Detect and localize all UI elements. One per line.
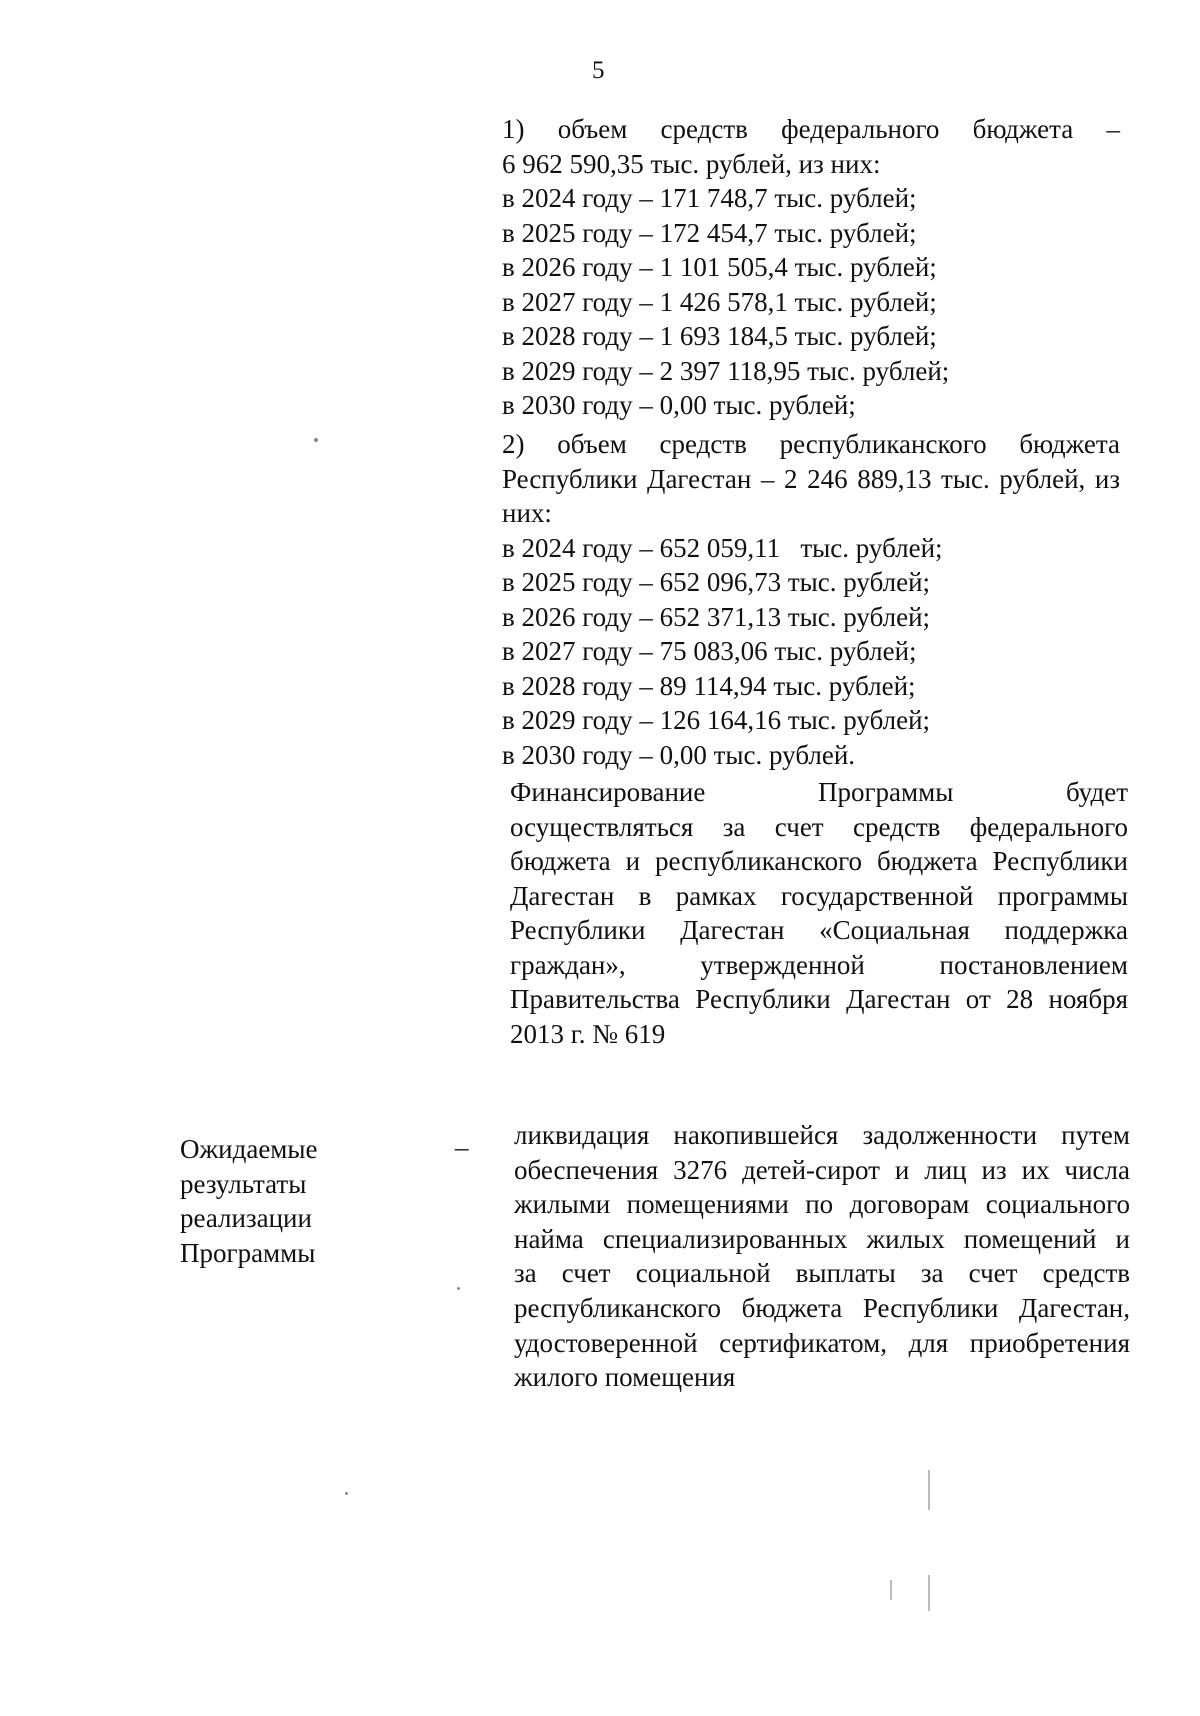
results-text-line: ликвидация накопившейся задолженности путем <box>514 1120 1130 1150</box>
federal-year-line: в 2029 году – 2 397 118,95 тыс. рублей; <box>502 355 950 386</box>
results-label <box>180 1132 318 1270</box>
federal-year-line: в 2030 году – 0,00 тыс. рублей; <box>502 390 856 420</box>
republic-budget-section <box>502 427 1120 772</box>
republic-year-line: в 2028 году – 89 114,94 тыс. рублей; <box>502 670 916 701</box>
results-label-line: Ожидаемые <box>180 1134 318 1164</box>
financing-line: Дагестан в рамках государственной программы <box>510 880 1128 911</box>
results-text-line: республиканского бюджета Республики Дагестан, <box>514 1292 1130 1323</box>
scan-speck <box>457 1287 460 1290</box>
federal-year-line: в 2024 году – 171 748,7 тыс. рублей; <box>502 183 917 213</box>
results-text-line: за счет социальной выплаты за счет средств <box>514 1258 1130 1289</box>
results-text-line: найма специализированных жилых помещений и <box>514 1223 1130 1254</box>
page-number: 5 <box>592 57 605 84</box>
scan-speck <box>928 1575 930 1611</box>
results-text-line: удостоверенной сертификатом, для приобретения <box>514 1327 1130 1358</box>
federal-intro-line: 6 962 590,35 тыс. рублей, из них: <box>502 148 881 179</box>
financing-line: Правительства Республики Дагестан от 28 ноября <box>510 984 1128 1014</box>
republic-year-line: в 2029 году – 126 164,16 тыс. рублей; <box>502 705 931 735</box>
federal-budget-section <box>502 112 1120 423</box>
financing-line: Республики Дагестан «Социальная поддержка <box>510 915 1128 945</box>
federal-intro-line: 1) объем средств федерального бюджета – <box>502 114 1120 144</box>
results-text-line: обеспечения 3276 детей-сирот и лиц из их числа <box>514 1154 1130 1185</box>
results-dash: – <box>455 1132 469 1162</box>
results-label-line: Программы <box>180 1237 316 1268</box>
republic-year-line: в 2025 году – 652 096,73 тыс. рублей; <box>502 567 931 597</box>
republic-year-line: в 2027 году – 75 083,06 тыс. рублей; <box>502 636 917 666</box>
financing-line: бюджета и республиканского бюджета Республики <box>510 846 1128 876</box>
republic-year-line: в 2024 году – 652 059,11 тыс. рублей; <box>502 532 943 563</box>
federal-year-line: в 2026 году – 1 101 505,4 тыс. рублей; <box>502 252 937 282</box>
financing-line: Финансирование Программы будет <box>510 777 1128 807</box>
republic-intro-line: Республики Дагестан – 2 246 889,13 тыс. рублей, из <box>502 463 1120 494</box>
federal-year-line: в 2028 году – 1 693 184,5 тыс. рублей; <box>502 321 937 351</box>
scan-speck <box>890 1580 892 1600</box>
financing-line: граждан», утвержденной постановлением <box>510 949 1128 980</box>
republic-year-line: в 2030 году – 0,00 тыс. рублей. <box>502 739 856 770</box>
results-text-line: жилого помещения <box>514 1362 736 1393</box>
results-label-line: реализации <box>180 1203 312 1233</box>
federal-year-line: в 2027 году – 1 426 578,1 тыс. рублей; <box>502 286 937 317</box>
scan-speck <box>314 438 318 442</box>
republic-year-line: в 2026 году – 652 371,13 тыс. рублей; <box>502 601 931 632</box>
results-label-line: результаты <box>180 1168 307 1199</box>
results-text <box>514 1118 1130 1395</box>
results-text-line: жилыми помещениями по договорам социального <box>514 1189 1130 1220</box>
financing-paragraph <box>510 775 1128 1051</box>
republic-intro-line: них: <box>502 498 552 528</box>
scan-speck <box>928 1470 930 1510</box>
financing-line: 2013 г. № 619 <box>510 1018 666 1049</box>
financing-line: осуществляться за счет средств федерального <box>510 811 1128 842</box>
federal-year-line: в 2025 году – 172 454,7 тыс. рублей; <box>502 217 917 248</box>
scan-speck <box>345 1492 348 1495</box>
republic-intro-line: 2) объем средств республиканского бюджета <box>502 429 1120 459</box>
